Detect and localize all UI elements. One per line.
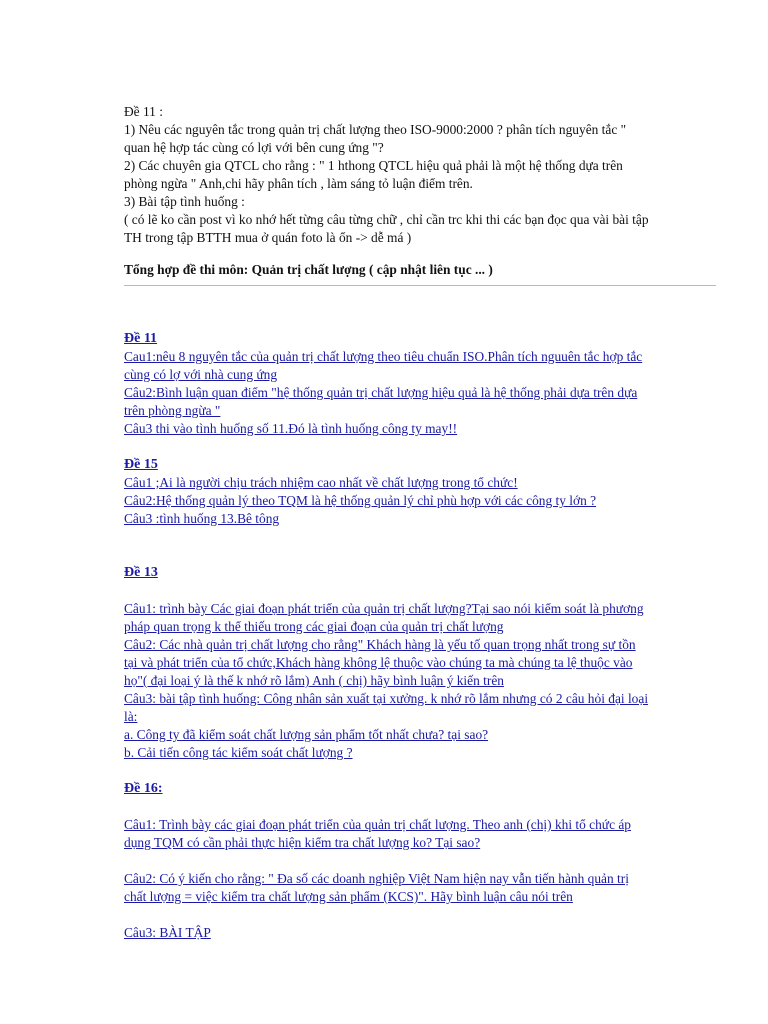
exam-13-link-line[interactable]: a. Công ty đã kiểm soát chất lượng sản phẩm tốt nhất chưa? tại sao? — [124, 727, 489, 742]
note-text: ( có lẽ ko cần post vì ko nhớ hết từng câu từng chữ , chỉ cần trc khi thi các bạn đọc qua vài bài tập — [124, 212, 649, 227]
exam-heading-16[interactable]: Đề 16: — [124, 781, 163, 796]
exam-heading-11[interactable]: Đề 11 — [124, 331, 158, 346]
exam-section-13 — [124, 564, 716, 762]
question-3-text: 3) Bài tập tình huống : — [124, 194, 245, 209]
summary-title: Tổng hợp đề thi môn: Quản trị chất lượng ( cập nhật liên tục ... ) — [124, 262, 493, 277]
exam-15-link-line[interactable]: Câu3 :tình huống 13.Bê tông — [124, 511, 280, 526]
exam-13-link-line[interactable]: Câu3: bài tập tình huống: Công nhân sản xuất tại xưởng. k nhớ rõ lắm nhưng có 2 câu hỏi đại loại — [124, 691, 649, 706]
document-page — [124, 103, 716, 942]
exam-16-question-3[interactable]: Câu3: BÀI TẬP — [124, 925, 211, 940]
exam-16-question-2[interactable]: Câu2: Có ý kiến cho rằng: " Đa số các doanh nghiệp Việt Nam hiện nay vẫn tiến hành quản trị — [124, 871, 629, 886]
intro-block — [124, 103, 716, 247]
exam-section-16 — [124, 780, 716, 942]
exam-13-link-line[interactable]: pháp quan trọng k thể thiếu trong các giai đoạn của quản trị chất lượng — [124, 619, 504, 634]
exam-13-link-line[interactable]: Câu1: trình bày Các giai đoạn phát triển của quản trị chất lượng?Tại sao nói kiểm soát là phương — [124, 601, 644, 616]
question-2-text: 2) Các chuyên gia QTCL cho rằng : " 1 hthong QTCL hiệu quả phải là một hệ thống dựa trên — [124, 158, 623, 173]
exam-15-link-line[interactable]: Câu2:Hệ thống quản lý theo TQM là hệ thống quản lý chỉ phù hợp với các công ty lớn ? — [124, 493, 597, 508]
question-2-text-cont: phòng ngừa " Anh,chi hãy phân tích , làm sáng tỏ luận điểm trên. — [124, 176, 473, 191]
question-1-text-cont: quan hệ hợp tác cùng có lợi với bên cung ứng "? — [124, 140, 384, 155]
exam-13-link-line[interactable]: Câu2: Các nhà quản trị chất lượng cho rằng" Khách hàng là yếu tố quan trọng nhất trong sự tồn — [124, 637, 636, 652]
exam-11-link-line[interactable]: Cau1:nêu 8 nguyên tắc của quản trị chất lượng theo tiêu chuẩn ISO.Phân tích nguuên tắc hợp tắc — [124, 349, 643, 364]
exam-13-link-line[interactable]: họ"( đại loại ý là thế k nhớ rõ lắm) Anh ( chị) hãy bình luận ý kiến trên — [124, 673, 504, 688]
exam-13-link-line[interactable]: là: — [124, 709, 138, 724]
exam-11-link-line[interactable]: cùng có lợ với nhà cung ứng — [124, 367, 278, 382]
exam-16-question-2[interactable]: chất lượng = việc kiểm tra chất lượng sản phẩm (KCS)". Hãy bình luận câu nói trên — [124, 889, 573, 904]
exam-heading-13[interactable]: Đề 13 — [124, 565, 158, 580]
note-text-cont: TH trong tập BTTH mua ở quán foto là ổn -> dễ má ) — [124, 230, 412, 245]
exam-section-11 — [124, 330, 716, 438]
exam-11-link-line[interactable]: Câu3 thi vào tình huống số 11.Đó là tình huống công ty may!! — [124, 421, 458, 436]
exam-11-link-line[interactable]: trên phòng ngừa " — [124, 403, 221, 418]
exam-11-link-line[interactable]: Câu2:Bình luận quan điểm "hệ thống quản trị chất lượng hiệu quả là hệ thống phải dựa trên dựa — [124, 385, 638, 400]
exam-16-question-1[interactable]: dụng TQM có cần phải thực hiện kiểm tra chất lượng ko? Tại sao? — [124, 835, 481, 850]
exam-13-link-line[interactable]: tại và phát triển của tổ chức,Khách hàng không lệ thuộc vào chúng ta mà chúng ta lệ thuộc vào — [124, 655, 633, 670]
exam-title-11: Đề 11 : — [124, 104, 163, 119]
question-1-text: 1) Nêu các nguyên tắc trong quản trị chất lượng theo ISO-9000:2000 ? phân tích nguyên tắc " — [124, 122, 627, 137]
exam-section-15 — [124, 456, 716, 528]
exam-16-question-1[interactable]: Câu1: Trình bày các giai đoạn phát triển của quản trị chất lượng. Theo anh (chị) khi tổ chức áp — [124, 817, 631, 832]
exam-heading-15[interactable]: Đề 15 — [124, 457, 158, 472]
exam-15-link-line[interactable]: Câu1 ;Ai là người chịu trách nhiệm cao nhất về chất lượng trong tổ chức! — [124, 475, 518, 490]
exam-13-link-line[interactable]: b. Cải tiến công tác kiểm soát chất lượng ? — [124, 745, 353, 760]
